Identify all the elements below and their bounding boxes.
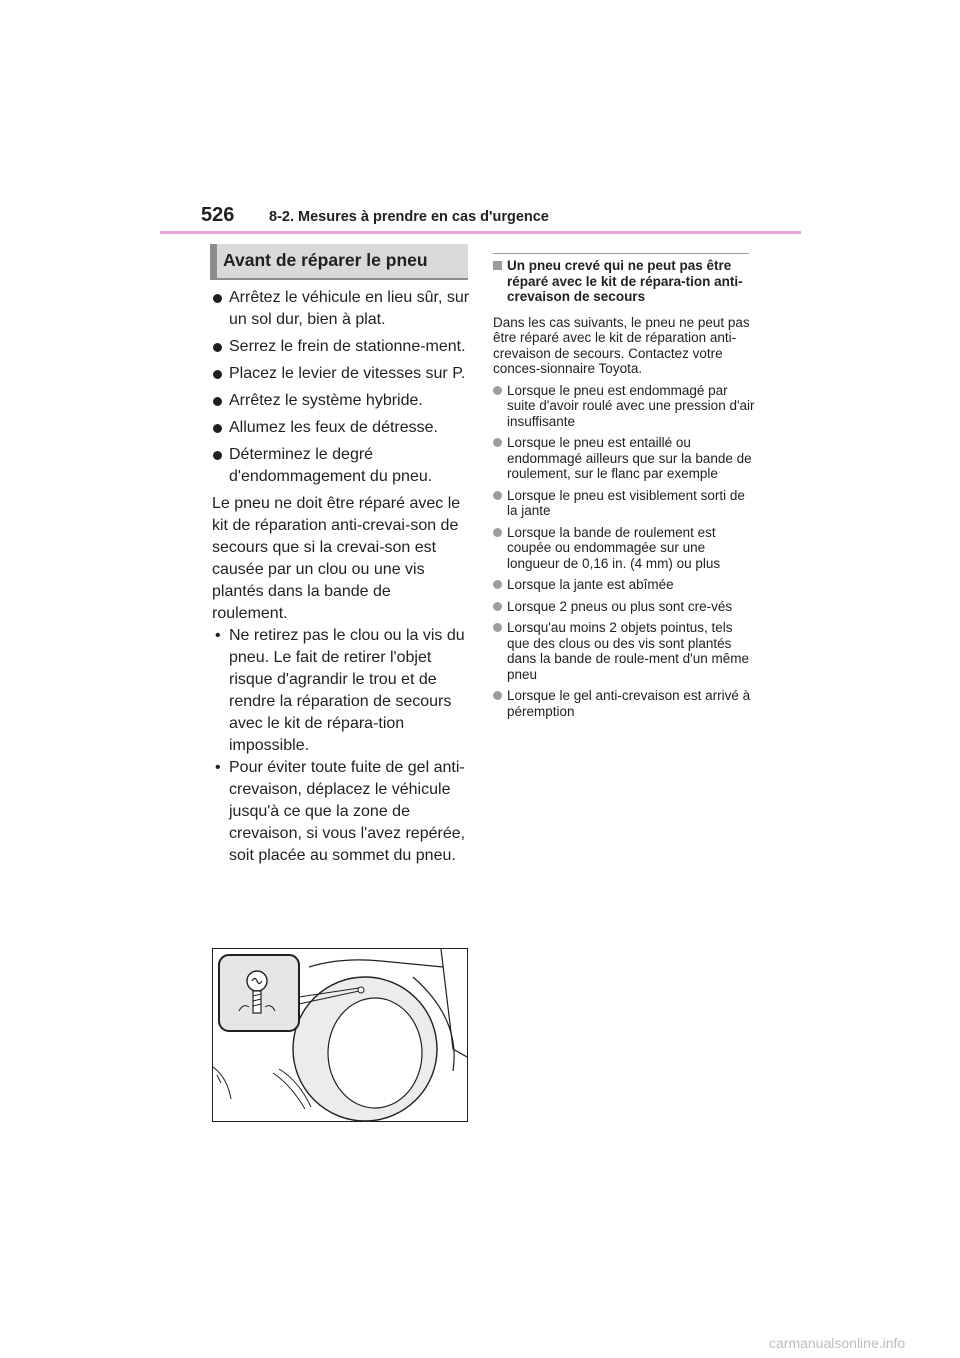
gray-dot-icon [493,691,502,700]
subheading [493,258,755,305]
condition-text: Lorsque le pneu est visiblement sorti de la jante [507,487,745,518]
section-title-rule [210,278,468,280]
left-column [212,287,470,867]
condition-item [493,488,755,519]
subheading-text: Un pneu crevé qui ne peut pas être réparé avec le kit de répara-tion anti-crevaison de secours [507,258,743,304]
gray-dot-icon [493,580,502,589]
header-title: 8-2. Mesures à prendre en cas d'urgence [269,209,549,225]
gray-dot-icon [493,528,502,537]
note-list [212,625,470,867]
intro-paragraph: Dans les cas suivants, le pneu ne peut pas être réparé avec le kit de réparation anti-crevaison de secours. Contactez votre conces-sionnaire Toyota. [493,314,750,376]
right-column [493,258,755,719]
header-rule [160,231,801,234]
tire-illustration [212,948,468,1122]
instruction-item: Serrez le frein de stationne-ment. [212,336,470,358]
tire-with-screw-illustration [213,949,467,1121]
instruction-item: Arrêtez le système hybride. [212,390,470,412]
gray-dot-icon [493,491,502,500]
instruction-item: Allumez les feux de détresse. [212,417,470,439]
note-item: • Pour éviter toute fuite de gel anti-crevaison, déplacez le véhicule jusqu'à ce que la zone de crevaison, si vous l'avez repérée, soit placée au sommet du pneu. [212,757,470,867]
watermark[interactable]: carmanualsonline.info [769,1335,906,1351]
condition-text: Lorsque la bande de roulement est coupée ou endommagée sur une longueur de 0,16 in. (4 mm) ou plus [507,524,721,571]
instruction-item: Déterminez le degré d'endommagement du pneu. [212,444,470,488]
gray-dot-icon [493,602,502,611]
gray-dot-icon [493,386,502,395]
repair-condition-paragraph: Le pneu ne doit être réparé avec le kit de réparation anti-crevai-son de secours que si la crevai-son est causée par un clou ou une vis plantés dans la bande de roulement. [212,495,461,622]
condition-item [493,435,755,482]
condition-item [493,383,755,430]
instruction-list [212,287,470,488]
condition-text: Lorsque le gel anti-crevaison est arrivé à péremption [507,688,751,719]
gray-dot-icon [493,623,502,632]
condition-text: Lorsque 2 pneus ou plus sont cre-vés [507,598,733,614]
note-item: • Ne retirez pas le clou ou la vis du pneu. Le fait de retirer l'objet risque d'agrandir le trou et de rendre la réparation de secours avec le kit de répara-tion impossible. [212,625,470,757]
condition-item [493,620,755,682]
right-column-rule [493,253,749,254]
page-number: 526 [201,204,235,226]
instruction-item: Arrêtez le véhicule en lieu sûr, sur un sol dur, bien à plat. [212,287,470,331]
condition-text: Lorsque le pneu est endommagé par suite d'avoir roulé avec une pression d'air insuffisante [507,382,755,429]
condition-list [493,383,755,720]
condition-text: Lorsque le pneu est entaillé ou endommagé ailleurs que sur la bande de roulement, sur le flanc par exemple [507,435,752,481]
condition-item [493,599,755,615]
condition-item [493,525,755,572]
square-icon [493,261,502,270]
condition-item [493,688,755,719]
section-title: Avant de réparer le pneu [223,250,428,270]
gray-dot-icon [493,438,502,447]
condition-item [493,577,755,593]
condition-text: Lorsqu'au moins 2 objets pointus, tels que des clous ou des vis sont plantés dans la bande de roule-ment d'un même pneu [507,620,749,682]
condition-text: Lorsque la jante est abîmée [507,577,674,592]
instruction-item: Placez le levier de vitesses sur P. [212,363,470,385]
